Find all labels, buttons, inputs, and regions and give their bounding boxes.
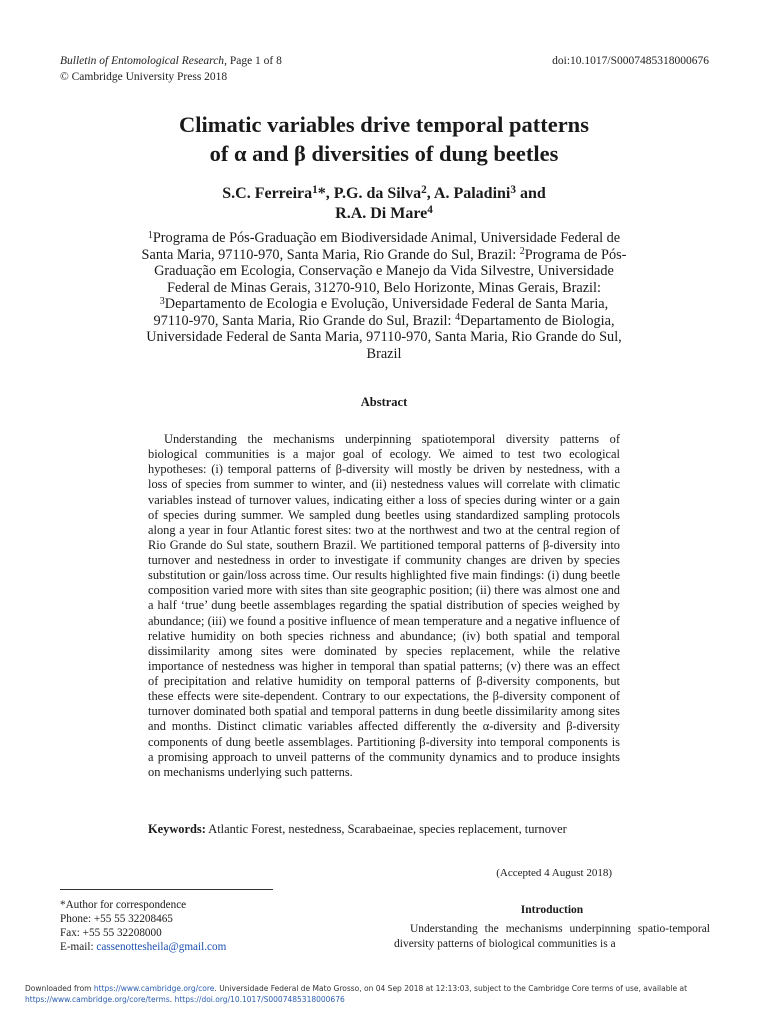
introduction-heading: Introduction (520, 904, 584, 916)
abstract-heading: Abstract (360, 395, 408, 409)
affiliations (140, 230, 628, 362)
author-affil-sup: 1 (312, 183, 318, 196)
keywords-text: Atlantic Forest, nestedness, Scarabaeinae, species replacement, turnover (208, 822, 567, 836)
keywords-label: Keywords: (148, 822, 206, 836)
author-affil-sup: 2 (421, 183, 427, 196)
affiliation-2: Programa de Pós-Graduação em Ecologia, Conservação e Manejo da Vida Silvestre, Universidade Federal de Minas Gerais, 31270-910, Belo Horizonte, Minas Gerais, Brazil: (154, 246, 627, 296)
author-affil-sup: 4 (427, 203, 433, 216)
correspondence-author: *Author for correspondence (60, 899, 187, 911)
author-name: R.A. Di Mare (335, 205, 428, 222)
author-name: P.G. da Silva (333, 185, 422, 202)
affiliation-1: Programa de Pós-Graduação em Biodiversidade Animal, Universidade Federal de Santa Maria, 97110-970, Santa Maria, Rio Grande do Sul, Brazil: (141, 230, 621, 263)
author-list (60, 184, 708, 224)
doi-header: doi:10.1017/S0007485318000676 (552, 55, 709, 67)
keywords (148, 822, 620, 837)
page-info: , Page 1 of 8 (224, 55, 282, 67)
accepted-date: (Accepted 4 August 2018) (496, 867, 612, 879)
affiliation-3: Departamento de Ecologia e Evolução, Universidade Federal de Santa Maria, 97110-970, Santa Maria, Rio Grande do Sul, Brazil: (153, 296, 609, 329)
footer-separator: . (169, 995, 175, 1004)
doi-link[interactable]: https://doi.org/10.1017/S0007485318000676 (174, 995, 345, 1004)
author-name: S.C. Ferreira (222, 185, 313, 202)
author-name: A. Paladini (433, 185, 511, 202)
email-link[interactable]: cassenottesheila@gmail.com (96, 941, 227, 953)
title-line-2: of α and β diversities of dung beetles (209, 141, 559, 166)
download-footer (25, 983, 743, 1005)
correspondence-fax: Fax: +55 55 32208000 (60, 927, 162, 939)
correspondence-email-line (60, 940, 226, 954)
affiliation-4: Departamento de Biologia, Universidade Federal de Santa Maria, 97110-970, Santa Maria, Rio Grande do Sul, Brazil (146, 312, 622, 362)
correspondence-phone: Phone: +55 55 32208465 (60, 913, 173, 925)
affil-sup: 2 (519, 246, 525, 257)
title-line-1: Climatic variables drive temporal patterns (179, 112, 589, 137)
email-label: E-mail: (60, 941, 97, 953)
author-affil-sup: 3 (510, 183, 516, 196)
article-title (40, 110, 728, 168)
author-line-2 (60, 204, 708, 224)
abstract-text: Understanding the mechanisms underpinning spatiotemporal diversity patterns of biological communities is a major goal of ecology. We aimed to test two ecological hypotheses: (i) temporal patterns of β-diversity will mostly be driven by nestedness, with a loss of species from summer to winter, and (ii) nestedness values will correlate with climatic variables instead of turnover values, indicating either a loss of species during winter or a gain of species during summer. We sampled dung beetles using standardized sampling protocols along a year in four Atlantic forest sites: two at the northwest and two at the central region of Rio Grande do Sul state, southern Brazil. We partitioned temporal patterns of β-diversity into turnover and nestedness in order to investigate if community changes are driven by species substitution or gain/loss across time. Our results highlighted five main findings: (i) dung beetle composition varied more with sites than site geographic position; (ii) there was almost one and a half ‘true’ dung beetle assemblages regarding the spatial distribution of species weighed by abundance; (iii) we found a positive influence of mean temperature and a negative influence of relative humidity on both species richness and abundance; (iv) both spatial and temporal dissimilarity among sites were dominated by species replacement, while the relative importance of nestedness was higher in temporal than spatial patterns; (v) there was an effect of precipitation and relative humidity on temporal patterns of β-diversity components, but these effects were site-dependent. Contrary to our expectations, the β-diversity component of turnover dominated both spatial and temporal patterns in dung beetle dissimilarity among sites and months. Distinct climatic variables affected differently the α-diversity and β-diversity components of dung beetle assemblages. Partitioning β-diversity into temporal components is a promising approach to unveil patterns of the community dynamics and to produce insights on mechanisms underlying such patterns. (148, 432, 620, 779)
corresponding-mark: * (317, 185, 326, 202)
copyright-notice: © Cambridge University Press 2018 (60, 71, 228, 83)
footer-mid-text: . Universidade Federal de Mato Grosso, on 04 Sep 2018 at 12:13:03, subject to the Cambridge Core terms of use, available at (214, 984, 688, 993)
footer-prefix: Downloaded from (25, 984, 94, 993)
footnote-divider (60, 889, 273, 890)
core-link[interactable]: https://www.cambridge.org/core (93, 984, 215, 993)
journal-name: Bulletin of Entomological Research (60, 55, 225, 67)
introduction-text: Understanding the mechanisms underpinning spatio-temporal diversity patterns of biological communities is a (394, 923, 710, 950)
author-conjunction: and (519, 185, 546, 202)
correspondence-footnote (60, 898, 226, 954)
author-line-1: S.C. Ferreira$^1$*, P.G. da Silva$^2$, A. Paladini$^3$ and (222, 183, 546, 202)
journal-citation (60, 53, 282, 69)
affil-sup: 3 (159, 295, 165, 307)
affil-sup: 1 (147, 229, 153, 241)
affil-sup: 4 (455, 312, 461, 323)
terms-link[interactable]: https://www.cambridge.org/core/terms (25, 995, 170, 1004)
